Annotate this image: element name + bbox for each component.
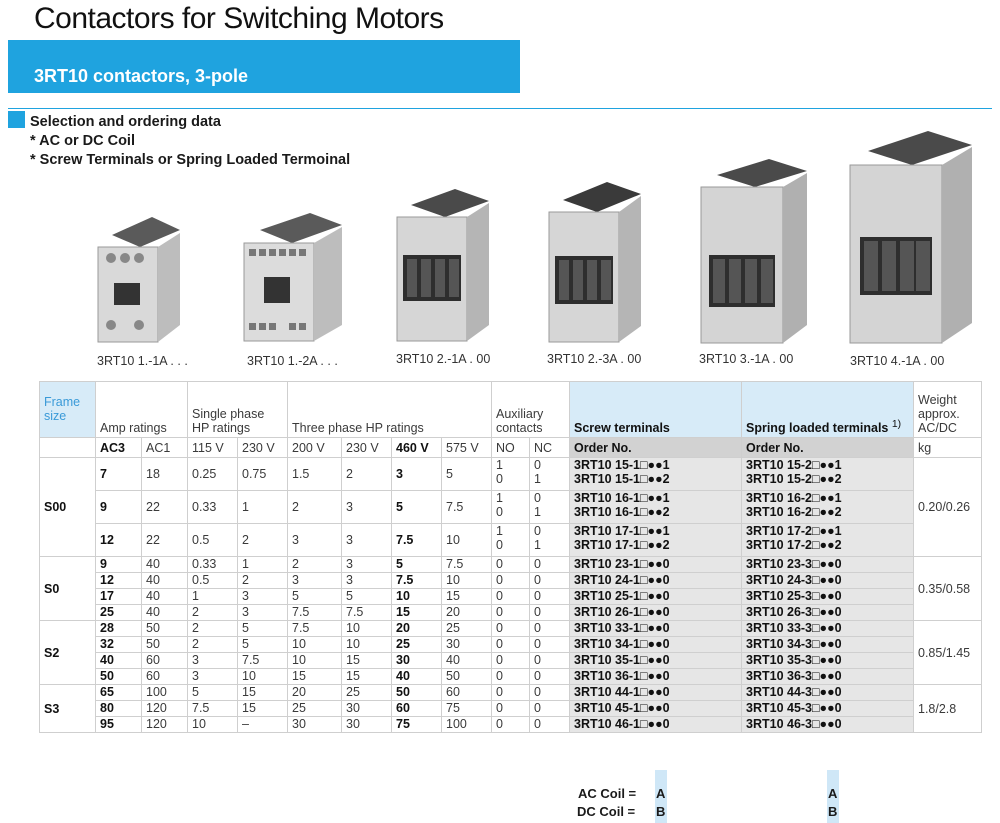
cell-screw: 3RT10 15-1□●●1 3RT10 15-1□●●2 xyxy=(570,458,742,491)
dc-coil-code-screw: B xyxy=(656,804,666,819)
cell-t230: 10 xyxy=(342,621,392,637)
table-row xyxy=(40,458,982,491)
product-caption-6: 3RT10 4.-1A . 00 xyxy=(850,354,945,368)
cell-screw: 3RT10 33-1□●●0 xyxy=(570,621,742,637)
cell-nc: 0 xyxy=(530,557,570,573)
cell-ac1: 60 xyxy=(142,669,188,685)
cell-t230: 30 xyxy=(342,717,392,733)
cell-s115: 2 xyxy=(188,637,238,653)
cell-s230: 3 xyxy=(238,605,288,621)
cell-spring: 3RT10 25-3□●●0 xyxy=(742,589,914,605)
ordering-table xyxy=(39,381,982,733)
sub-460v: 460 V xyxy=(392,438,442,458)
weight-cell: 0.85/1.45 xyxy=(914,621,982,685)
cell-ac1: 22 xyxy=(142,491,188,524)
table-row xyxy=(40,589,982,605)
cell-nc: 0 xyxy=(530,621,570,637)
frame-size-cell: S2 xyxy=(40,621,96,685)
cell-nc: 0 1 xyxy=(530,491,570,524)
cell-spring: 3RT10 44-3□●●0 xyxy=(742,685,914,701)
cell-t575: 25 xyxy=(442,621,492,637)
cell-spring: 3RT10 17-2□●●1 3RT10 17-2□●●2 xyxy=(742,524,914,557)
product-caption-2: 3RT10 1.-2A . . . xyxy=(247,354,338,368)
cell-no: 1 0 xyxy=(492,524,530,557)
cell-t575: 7.5 xyxy=(442,557,492,573)
cell-no: 1 0 xyxy=(492,458,530,491)
cell-nc: 0 xyxy=(530,605,570,621)
cell-s230: 2 xyxy=(238,524,288,557)
cell-s230: 2 xyxy=(238,573,288,589)
cell-spring: 3RT10 34-3□●●0 xyxy=(742,637,914,653)
table-row xyxy=(40,717,982,733)
cell-no: 0 xyxy=(492,621,530,637)
cell-t460: 10 xyxy=(392,589,442,605)
cell-ac1: 40 xyxy=(142,557,188,573)
selection-heading: Selection and ordering data xyxy=(30,114,221,130)
cell-no: 0 xyxy=(492,557,530,573)
cell-ac3: 12 xyxy=(96,524,142,557)
cell-screw: 3RT10 26-1□●●0 xyxy=(570,605,742,621)
cell-t460: 20 xyxy=(392,621,442,637)
cell-ac3: 17 xyxy=(96,589,142,605)
cell-spring: 3RT10 24-3□●●0 xyxy=(742,573,914,589)
cell-s115: 1 xyxy=(188,589,238,605)
product-image-1 xyxy=(92,205,182,345)
cell-nc: 0 xyxy=(530,685,570,701)
cell-no: 0 xyxy=(492,637,530,653)
cell-spring: 3RT10 23-3□●●0 xyxy=(742,557,914,573)
cell-t460: 3 xyxy=(392,458,442,491)
cell-s230: 1 xyxy=(238,557,288,573)
cell-t230: 3 xyxy=(342,491,392,524)
cell-no: 0 xyxy=(492,685,530,701)
cell-t460: 5 xyxy=(392,557,442,573)
cell-t575: 75 xyxy=(442,701,492,717)
table-row xyxy=(40,573,982,589)
cell-t230: 7.5 xyxy=(342,605,392,621)
cell-ac1: 40 xyxy=(142,573,188,589)
cell-s230: 15 xyxy=(238,701,288,717)
cell-t200: 7.5 xyxy=(288,621,342,637)
cell-spring: 3RT10 16-2□●●1 3RT10 16-2□●●2 xyxy=(742,491,914,524)
cell-t575: 20 xyxy=(442,605,492,621)
table-row xyxy=(40,491,982,524)
cell-t200: 10 xyxy=(288,653,342,669)
cell-t200: 10 xyxy=(288,637,342,653)
cell-nc: 0 xyxy=(530,637,570,653)
table-row xyxy=(40,701,982,717)
cell-t575: 15 xyxy=(442,589,492,605)
cell-t200: 15 xyxy=(288,669,342,685)
cell-no: 0 xyxy=(492,717,530,733)
cell-t460: 50 xyxy=(392,685,442,701)
product-caption-1: 3RT10 1.-1A . . . xyxy=(97,354,188,368)
product-caption-3: 3RT10 2.-1A . 00 xyxy=(396,352,491,366)
cell-nc: 0 xyxy=(530,573,570,589)
cell-ac3: 9 xyxy=(96,491,142,524)
cell-t200: 2 xyxy=(288,557,342,573)
cell-t230: 15 xyxy=(342,653,392,669)
cell-screw: 3RT10 36-1□●●0 xyxy=(570,669,742,685)
cell-s115: 0.33 xyxy=(188,557,238,573)
cell-spring: 3RT10 36-3□●●0 xyxy=(742,669,914,685)
cell-no: 0 xyxy=(492,653,530,669)
cell-s230: 3 xyxy=(238,589,288,605)
cell-s230: 0.75 xyxy=(238,458,288,491)
product-caption-4: 3RT10 2.-3A . 00 xyxy=(547,352,642,366)
cell-ac3: 9 xyxy=(96,557,142,573)
ac-coil-code-screw: A xyxy=(656,786,666,801)
cell-t230: 2 xyxy=(342,458,392,491)
cell-ac3: 50 xyxy=(96,669,142,685)
cell-s115: 0.5 xyxy=(188,573,238,589)
cell-t200: 1.5 xyxy=(288,458,342,491)
cell-s230: 7.5 xyxy=(238,653,288,669)
cell-t460: 15 xyxy=(392,605,442,621)
frame-size-cell: S0 xyxy=(40,557,96,621)
cell-s115: 3 xyxy=(188,653,238,669)
cell-ac1: 50 xyxy=(142,621,188,637)
header-frame: Frame size xyxy=(40,382,96,438)
product-image-4 xyxy=(545,178,645,346)
table-row xyxy=(40,669,982,685)
table-body xyxy=(40,458,982,733)
cell-t460: 40 xyxy=(392,669,442,685)
cell-t200: 3 xyxy=(288,573,342,589)
sub-115v: 115 V xyxy=(188,438,238,458)
weight-cell: 1.8/2.8 xyxy=(914,685,982,733)
table-row xyxy=(40,653,982,669)
cell-ac1: 60 xyxy=(142,653,188,669)
cell-ac3: 32 xyxy=(96,637,142,653)
product-image-3 xyxy=(393,185,493,345)
cell-s115: 5 xyxy=(188,685,238,701)
cell-t200: 20 xyxy=(288,685,342,701)
cell-no: 0 xyxy=(492,605,530,621)
cell-t575: 30 xyxy=(442,637,492,653)
cell-t230: 15 xyxy=(342,669,392,685)
cell-nc: 0 xyxy=(530,669,570,685)
cell-t575: 10 xyxy=(442,524,492,557)
cell-screw: 3RT10 45-1□●●0 xyxy=(570,701,742,717)
cell-t460: 60 xyxy=(392,701,442,717)
cell-s230: 5 xyxy=(238,621,288,637)
cell-screw: 3RT10 25-1□●●0 xyxy=(570,589,742,605)
cell-s115: 10 xyxy=(188,717,238,733)
cell-screw: 3RT10 24-1□●●0 xyxy=(570,573,742,589)
cell-t200: 5 xyxy=(288,589,342,605)
cell-ac1: 100 xyxy=(142,685,188,701)
cell-screw: 3RT10 23-1□●●0 xyxy=(570,557,742,573)
cell-screw: 3RT10 46-1□●●0 xyxy=(570,717,742,733)
sub-kg: kg xyxy=(914,438,982,458)
ac-coil-label: AC Coil = xyxy=(578,786,637,801)
cell-ac3: 28 xyxy=(96,621,142,637)
sub-order-screw: Order No. xyxy=(570,438,742,458)
product-image-5 xyxy=(697,155,812,347)
sub-order-spring: Order No. xyxy=(742,438,914,458)
cell-ac1: 50 xyxy=(142,637,188,653)
cell-spring: 3RT10 46-3□●●0 xyxy=(742,717,914,733)
cell-ac1: 120 xyxy=(142,701,188,717)
cell-nc: 0 xyxy=(530,717,570,733)
header-aux: Auxiliary contacts xyxy=(492,382,570,438)
cell-t200: 30 xyxy=(288,717,342,733)
cell-screw: 3RT10 44-1□●●0 xyxy=(570,685,742,701)
header-amp: Amp ratings xyxy=(96,382,188,438)
cell-nc: 0 1 xyxy=(530,458,570,491)
ac-coil-code-spring: A xyxy=(828,786,838,801)
banner-text: 3RT10 contactors, 3-pole xyxy=(34,66,249,86)
weight-cell: 0.20/0.26 xyxy=(914,458,982,557)
cell-t460: 25 xyxy=(392,637,442,653)
cell-t575: 50 xyxy=(442,669,492,685)
cell-t575: 40 xyxy=(442,653,492,669)
cell-ac3: 65 xyxy=(96,685,142,701)
cell-ac1: 18 xyxy=(142,458,188,491)
cell-no: 0 xyxy=(492,573,530,589)
cell-ac3: 80 xyxy=(96,701,142,717)
header-screw: Screw terminals xyxy=(570,382,742,438)
cell-screw: 3RT10 35-1□●●0 xyxy=(570,653,742,669)
product-image-6 xyxy=(846,127,976,347)
cell-t460: 7.5 xyxy=(392,524,442,557)
dc-coil-label: DC Coil = xyxy=(577,804,636,819)
sub-230v: 230 V xyxy=(238,438,288,458)
cell-spring: 3RT10 45-3□●●0 xyxy=(742,701,914,717)
cell-t230: 30 xyxy=(342,701,392,717)
cell-t200: 2 xyxy=(288,491,342,524)
cell-t230: 3 xyxy=(342,573,392,589)
cell-t200: 25 xyxy=(288,701,342,717)
cell-s115: 0.33 xyxy=(188,491,238,524)
cell-s230: 1 xyxy=(238,491,288,524)
cell-no: 0 xyxy=(492,701,530,717)
cell-nc: 0 1 xyxy=(530,524,570,557)
table-row xyxy=(40,524,982,557)
header-weight: Weight approx. AC/DC xyxy=(914,382,982,438)
sub-no: NO xyxy=(492,438,530,458)
cell-no: 0 xyxy=(492,589,530,605)
cell-spring: 3RT10 35-3□●●0 xyxy=(742,653,914,669)
cell-t230: 10 xyxy=(342,637,392,653)
product-image-2 xyxy=(240,205,345,345)
section-banner xyxy=(8,40,520,93)
sub-nc: NC xyxy=(530,438,570,458)
cell-t460: 5 xyxy=(392,491,442,524)
cell-t575: 5 xyxy=(442,458,492,491)
table-row xyxy=(40,637,982,653)
cell-ac1: 120 xyxy=(142,717,188,733)
page-title: Contactors for Switching Motors xyxy=(34,2,444,35)
table-row xyxy=(40,557,982,573)
selection-note-coil: * AC or DC Coil xyxy=(30,133,135,149)
cell-t230: 25 xyxy=(342,685,392,701)
cell-screw: 3RT10 16-1□●●1 3RT10 16-1□●●2 xyxy=(570,491,742,524)
cell-ac1: 22 xyxy=(142,524,188,557)
selection-note-terminals: * Screw Terminals or Spring Loaded Termoinal xyxy=(30,152,351,168)
sub-230v-3ph: 230 V xyxy=(342,438,392,458)
cell-s230: – xyxy=(238,717,288,733)
cell-t230: 5 xyxy=(342,589,392,605)
sub-200v: 200 V xyxy=(288,438,342,458)
cell-no: 0 xyxy=(492,669,530,685)
cell-t230: 3 xyxy=(342,524,392,557)
cell-screw: 3RT10 34-1□●●0 xyxy=(570,637,742,653)
cell-s230: 15 xyxy=(238,685,288,701)
selection-text xyxy=(30,113,350,170)
divider xyxy=(8,108,992,109)
cell-nc: 0 xyxy=(530,701,570,717)
frame-size-cell: S3 xyxy=(40,685,96,733)
cell-ac3: 25 xyxy=(96,605,142,621)
dc-coil-code-spring: B xyxy=(828,804,838,819)
cell-s115: 7.5 xyxy=(188,701,238,717)
cell-ac1: 40 xyxy=(142,589,188,605)
cell-t460: 7.5 xyxy=(392,573,442,589)
cell-screw: 3RT10 17-1□●●1 3RT10 17-1□●●2 xyxy=(570,524,742,557)
cell-s115: 2 xyxy=(188,605,238,621)
table-row xyxy=(40,605,982,621)
header-single-phase: Single phase HP ratings xyxy=(188,382,288,438)
cell-t460: 30 xyxy=(392,653,442,669)
cell-spring: 3RT10 33-3□●●0 xyxy=(742,621,914,637)
cell-s230: 10 xyxy=(238,669,288,685)
weight-cell: 0.35/0.58 xyxy=(914,557,982,621)
cell-s115: 0.25 xyxy=(188,458,238,491)
table-row xyxy=(40,621,982,637)
cell-ac3: 7 xyxy=(96,458,142,491)
cell-ac3: 40 xyxy=(96,653,142,669)
cell-t200: 3 xyxy=(288,524,342,557)
cell-t575: 100 xyxy=(442,717,492,733)
cell-s230: 5 xyxy=(238,637,288,653)
frame-size-cell: S00 xyxy=(40,458,96,557)
section-marker xyxy=(8,111,25,128)
cell-t575: 7.5 xyxy=(442,491,492,524)
cell-ac3: 12 xyxy=(96,573,142,589)
cell-ac3: 95 xyxy=(96,717,142,733)
cell-t575: 60 xyxy=(442,685,492,701)
sub-575v: 575 V xyxy=(442,438,492,458)
cell-spring: 3RT10 26-3□●●0 xyxy=(742,605,914,621)
cell-s115: 3 xyxy=(188,669,238,685)
cell-s115: 2 xyxy=(188,621,238,637)
header-three-phase: Three phase HP ratings xyxy=(288,382,492,438)
cell-s115: 0.5 xyxy=(188,524,238,557)
sub-ac1: AC1 xyxy=(142,438,188,458)
cell-nc: 0 xyxy=(530,653,570,669)
cell-no: 1 0 xyxy=(492,491,530,524)
cell-t200: 7.5 xyxy=(288,605,342,621)
cell-nc: 0 xyxy=(530,589,570,605)
cell-t460: 75 xyxy=(392,717,442,733)
cell-ac1: 40 xyxy=(142,605,188,621)
sub-ac3: AC3 xyxy=(96,438,142,458)
table-row xyxy=(40,685,982,701)
product-caption-5: 3RT10 3.-1A . 00 xyxy=(699,352,794,366)
cell-t575: 10 xyxy=(442,573,492,589)
header-spring: Spring loaded terminals $^{1)}$ xyxy=(742,382,914,438)
cell-t230: 3 xyxy=(342,557,392,573)
cell-spring: 3RT10 15-2□●●1 3RT10 15-2□●●2 xyxy=(742,458,914,491)
